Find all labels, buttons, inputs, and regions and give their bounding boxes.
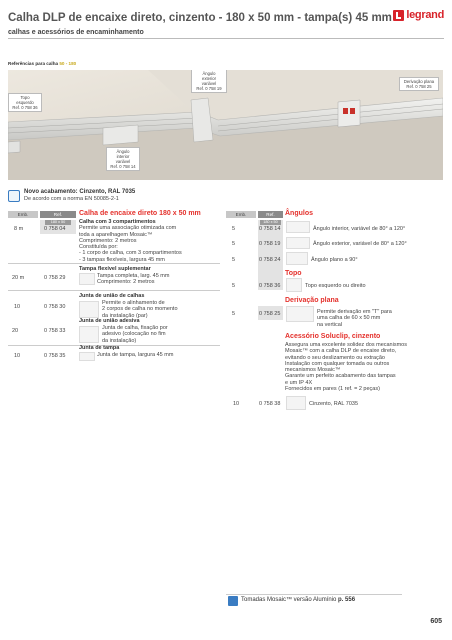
desc-junta-uniao (79, 293, 219, 299)
section-calha: Calha de encaixe direto 180 x 50 mm (79, 210, 201, 217)
line: Garante um perfeito acabamento das tampas (285, 373, 396, 380)
header-divider (8, 38, 444, 39)
references-prefix: Referências para calha (8, 61, 59, 66)
references-highlight: 50 (59, 61, 65, 66)
ref-75830: 0 758 30 (44, 304, 66, 310)
section-topo: Topo (285, 270, 302, 277)
line: da instalação (par) (102, 312, 148, 319)
line: Permite o alinhamento de (102, 300, 165, 306)
desc-tampa-lines (97, 273, 217, 286)
ref-75833: 0 758 33 (44, 328, 66, 334)
desc-junta-tampa-line (97, 352, 217, 358)
page-title: Calha DLP de encaixe direto, cinzento - 180 x 50 mm - tampa(s) 45 mm (8, 12, 392, 24)
thumb-junta-tampa (79, 352, 95, 361)
emb-75836: 5 (232, 283, 236, 289)
ref-75835: 0 758 35 (44, 353, 66, 359)
legrand-logo-text: legrand (406, 9, 444, 21)
callout-derivacao (399, 77, 439, 91)
references-suffix: - 180 (65, 61, 77, 66)
ref-75838: 0 758 38 (259, 401, 281, 407)
emb-75833: 20 (12, 328, 19, 334)
ref-75836: 0 758 36 (259, 283, 281, 289)
line: uma calha de 60 x 50 mm (317, 315, 381, 322)
line: Permite derivação em "T" para (317, 309, 392, 315)
col-ref-left: Ref. (40, 211, 76, 218)
line: Fornecidos em pares (1 ref. = 2 peças) (285, 386, 380, 393)
thumb-angulo-exterior (286, 237, 310, 249)
info-icon (8, 190, 20, 202)
desc-calha-3comp (79, 219, 219, 263)
row-divider (8, 263, 220, 264)
line: Junta de calha, fixação por (102, 325, 168, 331)
desc-angulo-plano: Ângulo plano a 90° (311, 257, 358, 263)
title-junta-uniao: Junta de união de calhas (79, 293, 145, 299)
references-label (8, 61, 76, 66)
thumb-junta-uniao (79, 301, 99, 318)
emb-75814: 5 (232, 226, 236, 232)
legrand-logo-icon (393, 10, 404, 21)
thumb-tampa (79, 273, 95, 285)
emb-75804: 8 m (14, 226, 24, 232)
desc-soluclip-color: Cinzento, RAL 7035 (309, 401, 359, 407)
line: 2 corpos de calha no momento (102, 306, 178, 313)
desc-junta-uniao-lines (102, 300, 220, 319)
page-number: 605 (430, 618, 442, 625)
ref-75804: 0 758 04 (44, 226, 66, 232)
ref-75814: 0 758 14 (259, 226, 281, 232)
line: toda a aparelhagem Mosaic™ (79, 231, 153, 238)
desc-angulo-interior: Ângulo interior, variável de 80° a 120° (313, 226, 406, 232)
line: - 1 corpo de calha, com 3 compartimentos (79, 250, 182, 257)
book-icon (228, 596, 238, 606)
line: evitando o seu deslizamento ou extração (285, 354, 385, 361)
emb-75830: 10 (14, 304, 21, 310)
desc-junta-adesiva-lines (102, 325, 220, 344)
line: Mosaic™ com a calha DLP de encaixe direto, (285, 348, 397, 355)
callout-angulo-exterior-text: Ângulo exterior variável Ref. 0 758 19 (196, 71, 222, 91)
line: Tampa completa, larg. 45 mm (97, 273, 170, 279)
line: e um IP 4X (285, 379, 313, 386)
callout-topo (8, 93, 42, 112)
footer-link-text: Tomadas Mosaic™ versão Alumínio (241, 597, 337, 603)
line: mecanismos Mosaic™ (285, 367, 341, 374)
line: adesivo (colocação no fim (102, 331, 166, 338)
emb-75829: 20 m (12, 275, 25, 281)
ref-75819: 0 758 19 (259, 241, 281, 247)
title-junta-adesiva: Junta de união adesiva (79, 318, 140, 324)
callout-angulo-interior-text: Ângulo interior variável Ref. 0 758 14 (110, 149, 136, 169)
line: Instalação com qualquer tomada ou outros (285, 360, 390, 367)
desc-tampa (79, 266, 219, 272)
footer-link[interactable] (241, 597, 355, 603)
section-derivacao: Derivação plana (285, 297, 339, 304)
thumb-junta-adesiva (79, 326, 99, 343)
line: - 3 tampas flexíveis, largura 45 mm (79, 256, 165, 263)
col-ref-right: Ref. (258, 211, 283, 218)
desc-junta-tampa (79, 345, 219, 351)
ref-tiny-head: 180 x 50 (45, 220, 71, 225)
desc-derivacao (317, 309, 445, 328)
section-soluclip: Acessório Soluclip, cinzento (285, 333, 381, 340)
ref-75825: 0 758 25 (259, 311, 281, 317)
line: Junta de tampa, largura 45 mm (97, 352, 174, 358)
callout-angulo-exterior (191, 70, 227, 93)
footer-divider (226, 594, 402, 595)
thumb-angulo-interior (286, 221, 310, 233)
ref-75824: 0 758 24 (259, 257, 281, 263)
line: Comprimento: 2 metros (79, 237, 137, 244)
notice-norm: De acordo com a norma EN 50085-2-1 (24, 196, 119, 202)
emb-75835: 10 (14, 353, 21, 359)
thumb-topo (286, 278, 302, 292)
ref-tiny-head-right: 180 x 50 (260, 220, 281, 225)
notice-title: Novo acabamento: Cinzento, RAL 7035 (24, 189, 136, 195)
callout-angulo-interior (106, 147, 140, 171)
row-divider (8, 290, 220, 291)
desc-topo: Topo esquerdo ou direito (305, 283, 366, 289)
line: Constituída por: (79, 244, 118, 251)
line: Comprimento: 2 metros (97, 279, 155, 286)
title-calha-3comp: Calha com 3 compartimentos (79, 219, 156, 225)
emb-75824: 5 (232, 257, 236, 263)
desc-soluclip (285, 342, 445, 392)
product-photo (8, 70, 443, 180)
ref-75829: 0 758 29 (44, 275, 66, 281)
title-junta-tampa: Junta de tampa (79, 345, 120, 351)
callout-topo-text: Topo esquerdo Ref. 0 758 36 (12, 95, 38, 110)
col-emb-left: Emb. (8, 211, 38, 218)
section-angulos: Ângulos (285, 210, 313, 217)
desc-junta-adesiva (79, 318, 219, 324)
thumb-derivacao (286, 306, 314, 322)
thumb-soluclip (286, 396, 306, 410)
title-tampa: Tampa flexível suplementar (79, 266, 151, 272)
line: da instalação) (102, 337, 137, 344)
footer-page-ref: p. 556 (338, 597, 356, 603)
page-subtitle: calhas e acessórios de encaminhamento (8, 29, 144, 36)
line: Permite uma associação otimizada com (79, 225, 177, 232)
thumb-angulo-plano (286, 252, 308, 265)
desc-angulo-exterior: Ângulo exterior, variável de 80° a 120° (313, 241, 407, 247)
legrand-logo (393, 9, 444, 21)
callout-derivacao-text: Derivação plana Ref. 0 758 25 (403, 79, 435, 89)
col-emb-right: Emb. (226, 211, 256, 218)
emb-75819: 5 (232, 241, 236, 247)
line: na vertical (317, 321, 343, 328)
emb-75825: 5 (232, 311, 236, 317)
emb-75838: 10 (233, 401, 240, 407)
line: Assegura uma excelente solidez dos mecanismos (285, 342, 407, 348)
